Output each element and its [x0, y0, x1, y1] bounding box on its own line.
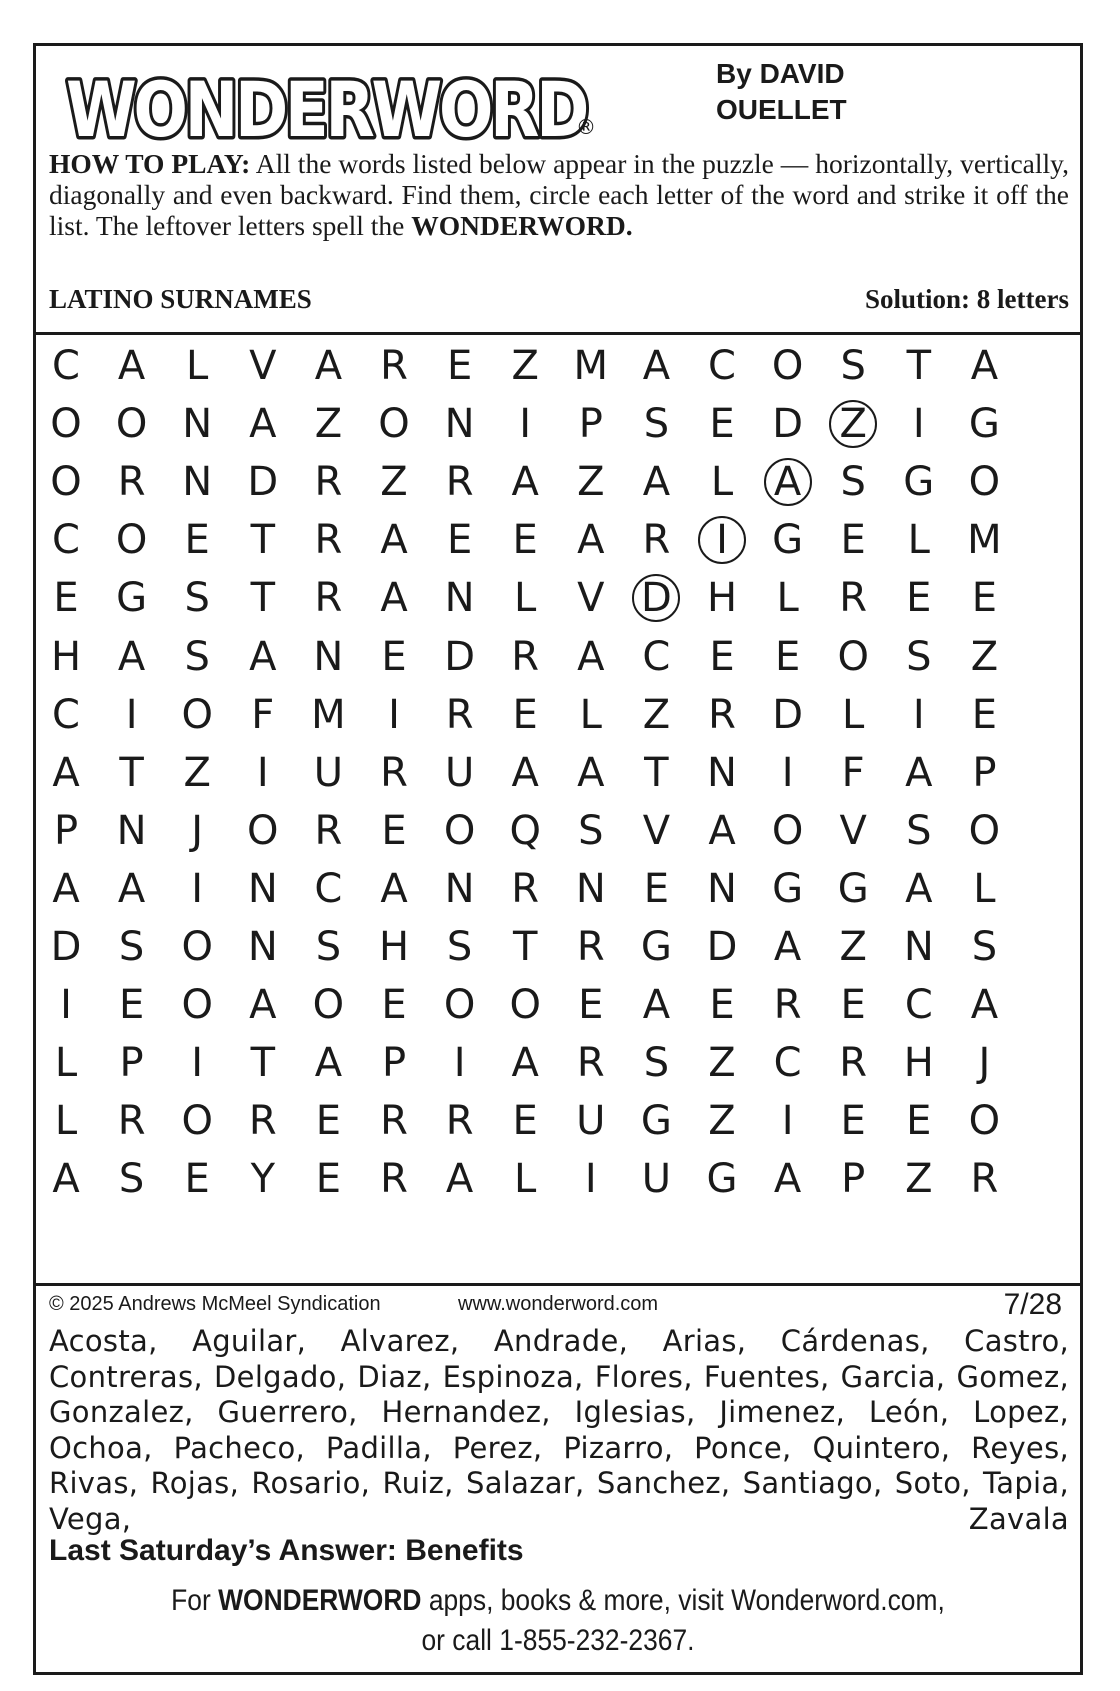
grid-cell[interactable]: O — [181, 691, 213, 738]
grid-cell[interactable]: J — [191, 807, 204, 854]
grid-cell[interactable]: R — [117, 459, 146, 506]
grid-cell[interactable]: T — [250, 1040, 276, 1087]
grid-cell[interactable]: R — [314, 459, 343, 506]
grid-cell[interactable]: S — [840, 343, 866, 389]
grid-cell[interactable]: T — [906, 343, 932, 389]
grid-cell[interactable]: A — [577, 633, 605, 680]
last-answer: Last Saturday’s Answer: Benefits — [49, 1534, 524, 1567]
grid-cell[interactable]: R — [314, 517, 343, 564]
grid-cell[interactable]: N — [182, 401, 213, 448]
grid-cell[interactable]: F — [251, 691, 275, 738]
grid-cell[interactable]: E — [906, 1098, 932, 1145]
grid-cell[interactable]: O — [115, 517, 148, 564]
grid-cell[interactable]: R — [445, 1098, 474, 1145]
grid-cell[interactable]: E — [709, 401, 735, 448]
grid-cell[interactable]: S — [971, 924, 998, 970]
grid-cell[interactable]: A — [773, 924, 802, 970]
grid-cell[interactable]: S — [184, 575, 210, 622]
grid-cell[interactable]: A — [970, 982, 999, 1029]
grid-cell[interactable]: P — [841, 1156, 866, 1203]
grid-cell[interactable]: E — [184, 1156, 210, 1203]
grid-cell[interactable]: Z — [823, 394, 883, 454]
theme-row — [49, 284, 1069, 320]
grid-cell[interactable]: G — [837, 865, 869, 912]
byline — [716, 56, 847, 128]
grid-cell[interactable]: E — [381, 633, 407, 680]
grid-cell[interactable]: R — [314, 575, 343, 622]
grid-cell[interactable]: N — [575, 865, 606, 912]
grid-cell[interactable]: A — [52, 865, 80, 912]
grid-cell[interactable]: A — [511, 459, 539, 506]
grid-cell[interactable]: Z — [511, 343, 539, 389]
grid-cell[interactable]: G — [640, 924, 672, 970]
grid-cell[interactable]: I — [191, 865, 204, 912]
grid-cell[interactable]: Z — [183, 749, 211, 796]
grid-cell[interactable]: A — [445, 1156, 474, 1203]
grid-cell[interactable]: C — [52, 691, 80, 738]
grid-cell[interactable]: E — [906, 575, 932, 622]
grid-cell[interactable]: V — [249, 343, 277, 389]
grid-cell[interactable]: E — [118, 982, 145, 1029]
promo-line2: or call 1-855-232-2367. — [421, 1624, 695, 1657]
grid-cell[interactable]: I — [256, 749, 269, 796]
grid-cell[interactable]: I — [60, 982, 72, 1029]
grid-cell[interactable]: C — [52, 343, 80, 389]
grid-cell[interactable]: N — [903, 924, 934, 970]
grid-cell[interactable]: R — [248, 1098, 277, 1145]
grid-cell[interactable]: S — [643, 401, 670, 448]
promo-rest: apps, books & more, visit Wonderword.com, — [428, 1584, 945, 1617]
how-to-play-trailer: WONDERWORD. — [411, 210, 633, 241]
grid-cell[interactable]: I — [692, 510, 752, 570]
grid-cell[interactable]: N — [247, 865, 278, 912]
grid-cell[interactable]: P — [381, 1040, 407, 1087]
grid-cell[interactable]: R — [839, 1040, 868, 1087]
grid-cell[interactable]: N — [707, 865, 737, 912]
grid-cell[interactable]: A — [708, 807, 736, 854]
grid-cell[interactable]: J — [978, 1040, 991, 1087]
grid-cell[interactable]: A — [314, 1040, 343, 1087]
grid-cell[interactable]: N — [707, 749, 737, 796]
grid-cell[interactable]: D — [247, 459, 279, 506]
grid-cell[interactable]: O — [312, 982, 345, 1029]
grid-cell[interactable]: Z — [380, 459, 408, 506]
grid-cell[interactable]: Z — [642, 691, 671, 738]
grid-cell[interactable]: A — [380, 575, 408, 622]
grid-cell[interactable]: S — [578, 807, 604, 854]
grid-cell[interactable]: A — [905, 865, 933, 912]
grid-cell[interactable]: I — [781, 749, 794, 796]
grid-cell[interactable]: G — [116, 575, 148, 622]
promo-line1 — [99, 1581, 1018, 1621]
grid-cell[interactable]: H — [903, 1040, 934, 1087]
grid-cell[interactable]: Z — [708, 1098, 736, 1145]
grid-cell[interactable]: A — [380, 517, 408, 564]
grid-cell[interactable]: Z — [839, 924, 867, 970]
grid-cell[interactable]: E — [709, 633, 735, 680]
grid-cell[interactable]: A — [642, 459, 671, 506]
grid-cell[interactable]: G — [903, 459, 935, 506]
grid-cell[interactable]: A — [380, 865, 408, 912]
grid-cell[interactable]: L — [710, 459, 734, 506]
grid-cell[interactable]: Z — [314, 401, 343, 448]
grid-cell[interactable]: I — [388, 691, 400, 738]
grid-cell[interactable]: P — [53, 807, 79, 854]
grid-cell[interactable]: H — [706, 575, 738, 622]
grid-cell[interactable]: S — [906, 807, 932, 854]
grid-cell[interactable]: R — [314, 807, 343, 854]
grid-cell[interactable]: A — [117, 343, 146, 389]
grid-cell[interactable]: S — [184, 633, 210, 680]
grid-cell[interactable]: E — [184, 517, 210, 564]
grid-cell[interactable]: R — [773, 982, 802, 1029]
how-to-play-body: All the words listed below appear in the puzzle — horizontally, vertically, diagonally and even backward. Find them, circle each letter of the word and strike it off the list. The leftover letters spell the — [49, 148, 1070, 241]
grid-cell[interactable]: E — [315, 1098, 342, 1145]
grid-cell[interactable]: A — [970, 343, 999, 389]
grid-cell[interactable]: L — [186, 343, 209, 389]
grid-cell[interactable]: A — [511, 1040, 539, 1087]
grid-cell[interactable]: A — [52, 749, 80, 796]
grid-cell[interactable]: E — [709, 982, 735, 1029]
word-list: Acosta, Aguilar, Alvarez, Andrade, Arias, Cárdenas, Castro, Contreras, Delgado, Diaz, Espinoza, Flores, Fuentes, Garcia, Gomez, Gonzalez, Guerrero, Hernandez, Iglesias, Jimenez, León, Lopez, Ochoa, Pacheco, Padilla, Perez, Pizarro, Ponce, Quintero, Reyes, Rivas, Rojas, Rosario, Ruiz, Salazar, Sanchez, Santiago, Soto, Tapia, Vega, Zavala — [49, 1324, 1069, 1536]
website-link[interactable]: www.wonderword.com — [458, 1293, 659, 1315]
grid-cell[interactable]: A — [314, 343, 343, 389]
grid-cell[interactable]: E — [840, 1098, 866, 1145]
grid-cell[interactable]: O — [50, 459, 82, 506]
grid-cell[interactable]: R — [576, 924, 605, 970]
grid-cell[interactable]: O — [443, 807, 476, 854]
grid-cell[interactable]: I — [453, 1040, 466, 1087]
grid-cell[interactable]: T — [119, 749, 144, 796]
grid-cell[interactable]: L — [54, 1098, 78, 1145]
grid-cell[interactable]: R — [511, 633, 540, 680]
how-to-play-lead: HOW TO PLAY: — [49, 148, 251, 179]
grid-cell[interactable]: O — [968, 807, 1001, 854]
grid-cell[interactable]: D — [444, 633, 475, 680]
grid-cell[interactable]: L — [514, 575, 537, 622]
promo-brand: WONDERWORD — [218, 1584, 422, 1617]
grid-cell[interactable]: R — [708, 691, 736, 738]
grid-cell[interactable]: E — [774, 633, 801, 680]
grid-cell[interactable]: I — [912, 401, 925, 448]
grid-cell[interactable]: Z — [708, 1040, 736, 1087]
grid-cell[interactable]: E — [643, 865, 670, 912]
grid-cell[interactable]: U — [576, 1098, 606, 1145]
grid-cell[interactable]: A — [905, 749, 933, 796]
grid-cell[interactable]: R — [839, 575, 868, 622]
grid-cell[interactable]: E — [578, 982, 604, 1029]
grid-cell[interactable]: T — [250, 575, 276, 622]
grid-cell[interactable]: V — [839, 807, 867, 854]
grid-cell[interactable]: U — [444, 749, 475, 796]
grid-cell[interactable]: N — [444, 575, 475, 622]
grid-cell[interactable]: E — [971, 575, 998, 622]
grid-cell[interactable]: A — [117, 865, 146, 912]
grid-cell[interactable]: A — [642, 982, 671, 1029]
grid-cell[interactable]: A — [773, 1156, 802, 1203]
grid-cell[interactable]: S — [446, 924, 473, 970]
grid-cell[interactable]: R — [380, 1098, 408, 1145]
byline-line2: OUELLET — [716, 94, 847, 125]
grid-cell[interactable]: G — [706, 1156, 738, 1203]
grid-cell[interactable]: C — [904, 982, 933, 1029]
grid-cell[interactable]: O — [771, 343, 804, 389]
grid-cell[interactable]: F — [841, 749, 865, 796]
grid-cell[interactable]: Z — [905, 1156, 933, 1203]
grid-cell[interactable]: C — [773, 1040, 802, 1087]
grid-cell[interactable]: O — [181, 982, 213, 1029]
grid-cell[interactable]: N — [182, 459, 213, 506]
grid-cell[interactable]: I — [191, 1040, 204, 1087]
divider-bottom — [36, 1283, 1080, 1286]
logo-text-outline: WONDERWORD — [66, 65, 587, 154]
grid-cell[interactable]: O — [837, 633, 869, 680]
grid-cell[interactable]: Z — [577, 459, 605, 506]
grid-cell[interactable]: A — [249, 633, 277, 680]
grid-cell[interactable]: E — [840, 517, 866, 564]
grid-cell[interactable]: A — [577, 517, 605, 564]
grid-cell[interactable]: T — [512, 924, 538, 970]
grid-cell[interactable]: O — [181, 924, 213, 970]
grid-cell[interactable]: E — [315, 1156, 342, 1203]
copyright: © 2025 Andrews McMeel Syndication — [49, 1293, 381, 1315]
grid-cell[interactable]: E — [381, 982, 407, 1029]
grid-cell[interactable]: L — [579, 691, 602, 738]
grid-cell[interactable]: L — [54, 1040, 78, 1087]
grid-cell[interactable]: M — [573, 343, 609, 389]
grid-cell[interactable]: D — [706, 924, 738, 970]
grid-cell[interactable]: A — [249, 401, 277, 448]
grid-cell[interactable]: D — [772, 691, 803, 738]
grid-cell[interactable]: S — [118, 924, 145, 970]
grid-cell[interactable]: D — [772, 401, 803, 448]
grid-cell[interactable]: H — [50, 633, 82, 680]
grid-cell[interactable]: A — [642, 343, 671, 389]
grid-cell[interactable]: I — [519, 401, 532, 448]
grid-cell[interactable]: A — [249, 982, 277, 1029]
grid-cell[interactable]: A — [52, 1156, 80, 1203]
letter-grid[interactable] — [36, 335, 1080, 1283]
grid-cell[interactable]: O — [378, 401, 410, 448]
grid-cell[interactable]: R — [117, 1098, 146, 1145]
grid-cell[interactable]: Z — [970, 633, 999, 680]
grid-cell[interactable]: I — [584, 1156, 597, 1203]
grid-cell[interactable]: O — [443, 982, 476, 1029]
grid-cell[interactable]: E — [446, 517, 473, 564]
grid-cell[interactable]: L — [776, 575, 799, 622]
how-to-play — [49, 148, 1069, 241]
grid-cell[interactable]: I — [125, 691, 138, 738]
grid-cell[interactable]: O — [771, 807, 804, 854]
grid-cell[interactable]: R — [642, 517, 671, 564]
grid-cell[interactable]: T — [250, 517, 276, 564]
grid-cell[interactable]: E — [840, 982, 866, 1029]
grid-cell[interactable]: G — [772, 517, 804, 564]
grid-cell[interactable]: Y — [250, 1156, 276, 1203]
grid-cell[interactable]: Q — [509, 807, 541, 854]
grid-cell[interactable]: G — [640, 1098, 672, 1145]
puzzle-theme: LATINO SURNAMES — [49, 284, 312, 314]
grid-cell[interactable]: A — [511, 749, 539, 796]
grid-cell[interactable]: O — [968, 459, 1001, 506]
grid-cell[interactable]: O — [968, 1098, 1001, 1145]
grid-cell[interactable]: A — [117, 633, 146, 680]
grid-cell[interactable]: R — [576, 1040, 605, 1087]
grid-cell[interactable]: D — [626, 568, 686, 628]
grid-cell[interactable]: G — [772, 865, 804, 912]
grid-cell[interactable]: E — [512, 691, 538, 738]
grid-cell[interactable]: N — [313, 633, 344, 680]
grid-cell[interactable]: N — [444, 401, 475, 448]
grid-cell[interactable]: E — [381, 807, 407, 854]
promo-prefix: For — [171, 1584, 211, 1617]
grid-cell[interactable]: S — [840, 459, 866, 506]
grid-cell[interactable]: L — [907, 517, 930, 564]
promo — [99, 1581, 1018, 1661]
solution-hint: Solution: 8 letters — [865, 284, 1069, 314]
logo-text-fill: WONDERWORD — [66, 65, 587, 154]
grid-cell[interactable]: S — [643, 1040, 670, 1087]
grid-cell[interactable]: C — [314, 865, 343, 912]
grid-cell[interactable]: V — [642, 807, 671, 854]
puzzle-frame — [33, 43, 1083, 1675]
grid-cell[interactable]: P — [119, 1040, 144, 1087]
grid-cell[interactable]: C — [708, 343, 736, 389]
grid-cell[interactable]: C — [642, 633, 671, 680]
grid-cell[interactable]: N — [444, 865, 475, 912]
grid-cell[interactable]: V — [577, 575, 605, 622]
grid-cell[interactable]: I — [781, 1098, 794, 1145]
grid-cell[interactable]: R — [380, 343, 408, 389]
grid-cell[interactable]: R — [380, 1156, 408, 1203]
registered-mark: ® — [576, 115, 596, 139]
grid-cell[interactable]: L — [973, 865, 996, 912]
grid-cell[interactable]: U — [313, 749, 344, 796]
grid-cell[interactable]: E — [512, 517, 538, 564]
grid-cell[interactable]: S — [906, 633, 932, 680]
grid-cell[interactable]: P — [972, 749, 997, 796]
grid-cell[interactable]: O — [115, 401, 148, 448]
grid-cell[interactable]: L — [514, 1156, 537, 1203]
grid-cell[interactable]: R — [445, 459, 474, 506]
grid-cell[interactable]: R — [445, 691, 474, 738]
grid-cell[interactable]: M — [311, 691, 346, 738]
grid-cell[interactable]: P — [578, 401, 603, 448]
grid-cell[interactable]: O — [50, 401, 82, 448]
grid-cell[interactable]: E — [512, 1098, 538, 1145]
byline-line1: By DAVID — [716, 58, 845, 89]
grid-cell[interactable]: U — [641, 1156, 672, 1203]
grid-cell[interactable]: D — [50, 924, 82, 970]
grid-cell[interactable]: E — [971, 691, 998, 738]
grid-cell[interactable]: A — [758, 452, 818, 512]
grid-cell[interactable]: T — [644, 749, 669, 796]
grid-cell[interactable]: C — [52, 517, 80, 564]
grid-cell[interactable]: O — [247, 807, 279, 854]
grid-cell[interactable]: H — [378, 924, 410, 970]
grid-cell[interactable]: S — [315, 924, 342, 970]
grid-cell[interactable]: G — [968, 401, 1000, 448]
grid-cell[interactable]: L — [842, 691, 865, 738]
grid-cell[interactable]: O — [181, 1098, 213, 1145]
grid-cell[interactable]: N — [247, 924, 278, 970]
grid-cell[interactable]: E — [446, 343, 473, 389]
grid-cell[interactable]: R — [511, 865, 540, 912]
grid-cell[interactable]: E — [53, 575, 79, 622]
grid-cell[interactable]: R — [380, 749, 408, 796]
grid-cell[interactable]: O — [509, 982, 541, 1029]
puzzle-date: 7/28 — [1003, 1288, 1062, 1321]
grid-cell[interactable]: N — [116, 807, 147, 854]
grid-cell[interactable]: I — [912, 691, 925, 738]
grid-cell[interactable]: M — [967, 517, 1002, 564]
grid-cell[interactable]: S — [118, 1156, 145, 1203]
grid-cell[interactable]: A — [577, 749, 605, 796]
grid-cell[interactable]: R — [970, 1156, 999, 1203]
